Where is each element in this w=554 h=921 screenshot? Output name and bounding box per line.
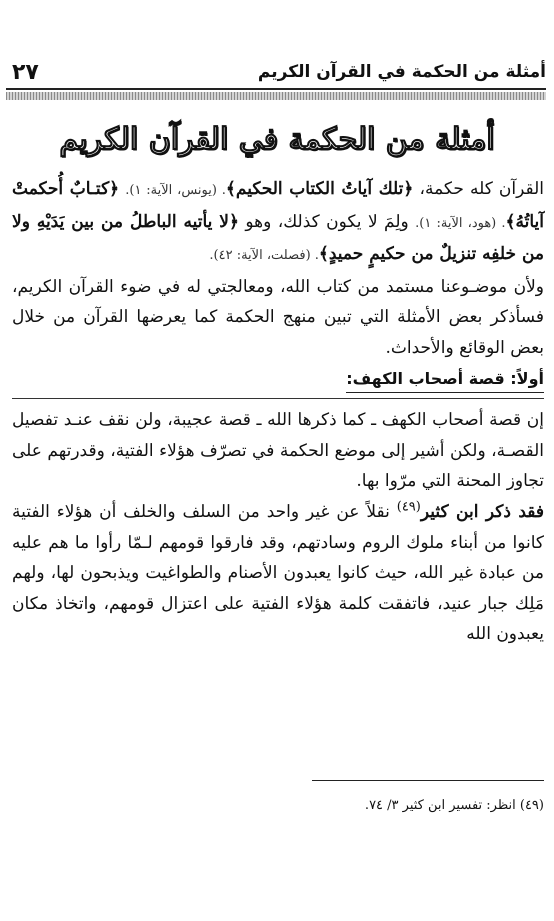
body-text: نقلاً عن غير واحد من السلف والخلف أن هؤلاء الفتية كانوا من أبناء ملوك الروم وسادتهم، وقد فارقوا قومهم لـمّا رأوا ما هم عليه من عبادة غير الله، حيث كانوا يعبدون الأصنام والطواغيت ويذبحون لها، ولهم مَلِك جبار عنيد، فاتفقت كلمة هؤلاء الفتية على اعتزال قومهم، واتخاذ مكان يعبدون الله <box>12 501 544 645</box>
body-text-lead: فقد ذكر ابن كثير <box>420 501 544 522</box>
section-paragraph-2 <box>12 497 544 650</box>
section-divider <box>12 398 544 399</box>
intro-paragraph-1 <box>12 174 544 272</box>
quran-verse-2: ﴿كتـابٌ أُحكمتْ آياتُهُ﴾ <box>12 179 544 232</box>
header-decorative-band <box>6 92 546 100</box>
body-text: ولِمَ لا يكون كذلك، وهو <box>238 211 416 232</box>
running-header <box>6 58 546 90</box>
footnote-marker: (٤٩) <box>519 798 544 813</box>
chapter-title: أمثلة من الحكمة في القرآن الكريم <box>59 122 495 157</box>
page-number: ٢٧ <box>12 60 39 85</box>
quran-verse-1: ﴿تلك آياتُ الكتاب الحكيم﴾ <box>225 179 414 199</box>
page-body <box>12 174 544 650</box>
verse-reference-2: . (هود، الآية: ١). <box>415 215 506 231</box>
verse-reference-1: . (يونس، الآية: ١). <box>125 183 226 198</box>
footnote <box>24 796 544 816</box>
footnote-text: انظر: تفسير ابن كثير ٣/ ٧٤. <box>364 798 520 813</box>
body-text: القرآن كله حكمة، <box>413 179 544 199</box>
verse-reference-3: . (فصلت، الآية: ٤٢). <box>209 248 319 264</box>
footnote-separator <box>312 780 544 781</box>
running-title: أمثلة من الحكمة في القرآن الكريم <box>257 62 546 82</box>
section-heading: أولاً: قصة أصحاب الكهف: <box>346 366 544 393</box>
section-paragraph-1: إن قصة أصحاب الكهف ـ كما ذكرها الله ـ قصة عجيبة، ولن نقف عنـد تفصيل القصـة، ولكن أشير إلى موضع الحكمة في تصرّف هؤلاء الفتية، وقدرتهم على تجاوز المحنة التي مرّوا بها. <box>12 410 544 492</box>
footnote-reference[interactable]: (٤٩) <box>396 499 421 515</box>
quran-verse-3: ﴿لا يأتيه الباطلُ من بين يَدَيْهِ ولا من خلفِه تنزيلٌ من حكيمٍ حميدٍ﴾ <box>12 211 544 265</box>
intro-paragraph-2: ولأن موضـوعنا مستمد من كتاب الله، ومعالجتي له في ضوء القرآن الكريم، فسأذكر بعض الأمثلة التي تبين منهج الحكمة كما يعرضها القرآن من خلال بعض الوقائع والأحداث. <box>12 276 544 358</box>
